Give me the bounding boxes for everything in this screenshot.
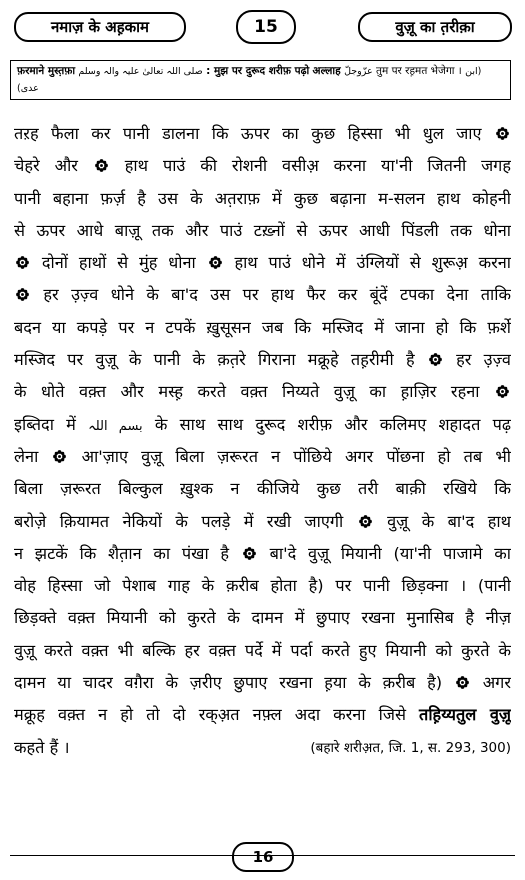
body-line: [14, 602, 511, 634]
body-text-segment: بسم اللہ: [88, 418, 143, 434]
body-line: [14, 247, 511, 279]
body-line: [14, 699, 511, 731]
closing-line: [14, 732, 511, 764]
body-text-segment: तह़िय्यतुल वुज़ू: [419, 705, 511, 725]
farman-azzawajal: عزّوجلّ: [344, 66, 373, 77]
flower-ornament-icon: [496, 385, 509, 398]
body-text-segment: वुज़ू के बा'द हाथ: [387, 511, 511, 531]
body-text-segment: वोह हिस्सा जो पेशाब गाह के क़रीब होता है) पर पानी छिड़क्ना । (पानी: [14, 576, 511, 596]
body-line: [14, 344, 511, 376]
body-line: [14, 441, 511, 473]
body-line: [14, 409, 511, 441]
body-text-segment: हर उ़ज़्व: [456, 350, 511, 370]
flower-ornament-icon: [209, 256, 222, 269]
header-page-number: 15: [236, 10, 296, 44]
body-line: [14, 473, 511, 505]
flower-ornament-icon: [243, 547, 256, 560]
body-text-segment: वुज़ू करते वक़्त भी बल्कि हर वक़्त पर्दे में पर्दा करते हुए मियानी को कुरते के: [14, 640, 511, 660]
farman-allah: अल्लाह: [312, 65, 341, 77]
farman-box: [10, 60, 511, 100]
body-text-segment: हाथ पाउं धोने में उंग्लियों से शुरूअ़ करना: [234, 253, 511, 273]
body-text-segment: मक्रूह वक़्त न हो तो दो रक्अ़त नफ़्ल अदा करना जिसे: [14, 705, 406, 725]
body-text-segment: अगर: [482, 673, 511, 693]
body-text-segment: से ऊपर आधे बाज़ू तक और पाउं टख़्नों से ऊपर आधी पिंडली तक धोना: [14, 220, 511, 240]
body-line: [14, 538, 511, 570]
body-text-segment: दामन या चादर वग़ैरा के ज़रीए छुपाए रखना ह़या के क़रीब है): [14, 673, 443, 693]
flower-ornament-icon: [95, 159, 108, 172]
body-text-segment: पानी बहाना फ़र्ज़ है उस के अत़राफ़ में कुछ बढ़ाना म-सलन हाथ कोहनी: [14, 188, 511, 208]
body-line: [14, 635, 511, 667]
body-text-segment: हाथ पाउं की रोशनी वसीअ़ करना या'नी जितनी जगह: [124, 156, 511, 176]
body-text-segment: बा'दे वुज़ू मियानी (या'नी पाजामे का: [269, 543, 511, 563]
body-text-segment: के धोते वक़्त और मस्ह़ करते वक़्त निय्यते वुज़ू का ह़ाज़िर रहना: [14, 382, 480, 402]
flower-ornament-icon: [456, 676, 469, 689]
body-text-segment: छिड़क्ते वक़्त मियानी को कुरते के दामन में छुपाए रखना मुनासिब है नीज़: [14, 608, 511, 628]
flower-ornament-icon: [496, 127, 509, 140]
body-line: [14, 376, 511, 408]
header-chapter-title: वुज़ू का त़रीक़ा: [358, 12, 512, 42]
body-line: [14, 667, 511, 699]
body-text-segment: के साथ साथ दुरूद शरीफ़ और कलिमए शहादत पढ़: [154, 414, 511, 434]
body-text-segment: तऱह फैला कर पानी डालना कि ऊपर का कुछ हिस्सा भी धुल जाए: [14, 124, 482, 143]
header-book-title: नमाज़ के अह़काम: [14, 12, 186, 42]
body-text: [14, 118, 511, 764]
reference-citation: (बहारे शरीअ़त, जि. 1, स. 293, 300): [310, 739, 511, 756]
flower-ornament-icon: [16, 256, 29, 269]
closing-text: कहते हैं ।: [14, 737, 70, 757]
farman-source: (ابن عدی): [17, 66, 482, 94]
flower-ornament-icon: [429, 353, 442, 366]
body-text-segment: न झटकें कि शैत़ान का पंखा है: [14, 543, 230, 563]
body-line: [14, 570, 511, 602]
farman-text-b: तुम पर रह़मत भेजेगा ।: [375, 65, 462, 77]
body-line: [14, 215, 511, 247]
body-line: [14, 279, 511, 311]
body-line: [14, 506, 511, 538]
flower-ornament-icon: [16, 288, 29, 301]
footer-page-number: 16: [232, 842, 294, 872]
farman-prefix: फ़रमाने मुस्त़फ़ा: [17, 65, 76, 77]
body-text-segment: दोनों हाथों से मुंह धोना: [41, 253, 196, 273]
body-text-segment: चेहरे और: [14, 156, 78, 176]
body-line: [14, 312, 511, 344]
body-text-segment: बदन या कपड़े पर न टपकें ख़ुसूसन जब कि मस्जिद में जाना हो कि फ़र्शे: [14, 317, 511, 337]
body-text-segment: बिला ज़रूरत बिल्कुल ख़ुश्क न कीजिये कुछ तरी बाक़ी रखिये कि: [14, 479, 511, 499]
flower-ornament-icon: [53, 450, 66, 463]
farman-text-a: : मुझ पर दुरूद शरीफ़ पढ़ो: [206, 65, 310, 77]
body-line: [14, 183, 511, 215]
body-text-segment: लेना: [14, 446, 39, 466]
body-line: [14, 118, 511, 150]
flower-ornament-icon: [359, 515, 372, 528]
body-line: [14, 150, 511, 182]
body-text-segment: हर उ़ज़्व धोने के बा'द उस पर हाथ फैर कर बूंदें टपका देना ताकि: [43, 285, 511, 305]
body-text-segment: आ'ज़ाए वुज़ू बिला ज़रूरत न पोंछिये अगर पोंछना हो तब भी: [81, 446, 511, 466]
farman-salawat: صلی اللہ تعالیٰ علیہ والہ وسلم: [78, 66, 203, 77]
body-text-segment: इब्तिदा में: [14, 414, 76, 434]
body-text-segment: मस्जिद पर वुज़ू के पानी के क़त़रे गिराना मक्रूहे तह़रीमी है: [14, 350, 415, 370]
body-text-segment: बरोज़े क़ियामत नेकियों के पलड़े में रखी जाएगी: [14, 511, 344, 531]
